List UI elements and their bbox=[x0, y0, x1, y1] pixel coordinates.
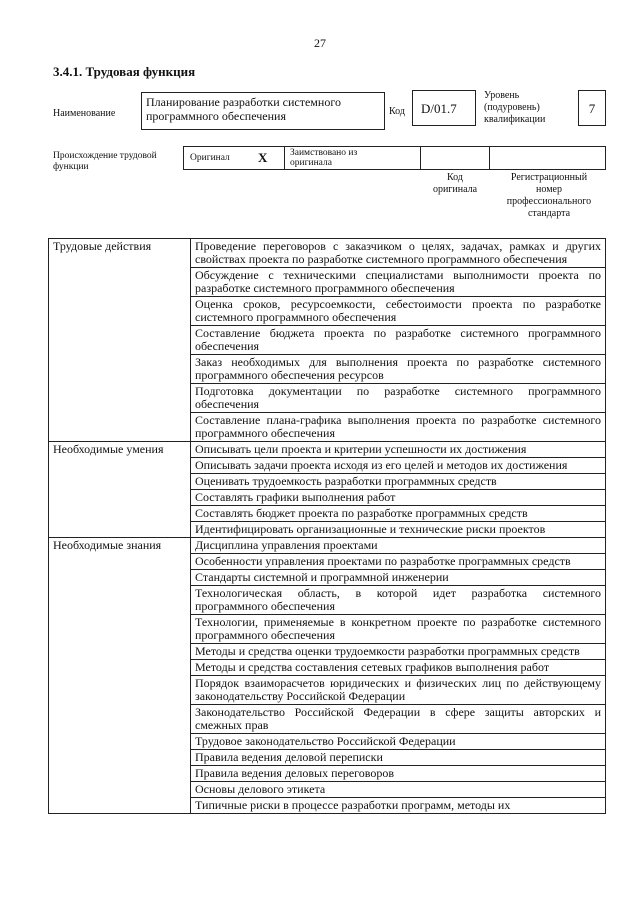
item-cell: Составлять бюджет проекта по разработке программных средств bbox=[191, 506, 606, 522]
name-label: Наименование bbox=[53, 108, 116, 119]
reg-caption-line-4: стандарта bbox=[527, 208, 571, 219]
origin-label bbox=[53, 151, 157, 173]
origin-label-line-2: функции bbox=[53, 162, 89, 172]
original-label: Оригинал bbox=[190, 153, 230, 163]
item-cell: Правила ведения деловых переговоров bbox=[191, 766, 606, 782]
origin-code-caption bbox=[420, 172, 490, 196]
item-cell: Основы делового этикета bbox=[191, 782, 606, 798]
item-cell: Описывать задачи проекта исходя из его целей и методов их достижения bbox=[191, 458, 606, 474]
borrowed-label bbox=[290, 148, 357, 168]
function-table bbox=[48, 238, 606, 814]
item-cell: Трудовое законодательство Российской Федерации bbox=[191, 734, 606, 750]
borrowed-label-line-1: Заимствовано из bbox=[290, 148, 358, 158]
level-value-box bbox=[578, 90, 606, 126]
borrowed-label-line-2: оригинала bbox=[290, 158, 332, 168]
reg-caption-line-2: номер bbox=[536, 184, 562, 195]
reg-caption-line-1: Регистрационный bbox=[510, 172, 588, 183]
level-label-line-3: квалификации bbox=[484, 114, 546, 125]
category-cell: Необходимые умения bbox=[49, 442, 191, 538]
item-cell: Особенности управления проектами по разработке программных средств bbox=[191, 554, 606, 570]
name-value: Планирование разработки системного программного обеспечения bbox=[146, 95, 341, 123]
item-cell: Оценка сроков, ресурсоемкости, себестоимости проекта по разработке системного программного обеспечения bbox=[191, 297, 606, 326]
item-cell: Типичные риски в процессе разработки программ, методы их bbox=[191, 798, 606, 814]
function-table-body bbox=[49, 239, 606, 814]
item-cell: Заказ необходимых для выполнения проекта по разработке системного программного обеспечения ресурсов bbox=[191, 355, 606, 384]
origin-row bbox=[183, 146, 606, 170]
item-cell: Правила ведения деловой переписки bbox=[191, 750, 606, 766]
reg-caption-line-3: профессионального bbox=[506, 196, 592, 207]
level-label bbox=[484, 90, 545, 126]
level-label-line-1: Уровень bbox=[484, 90, 520, 101]
item-cell: Методы и средства составления сетевых графиков выполнения работ bbox=[191, 660, 606, 676]
code-value-box bbox=[412, 90, 476, 126]
item-cell: Описывать цели проекта и критерии успешности их достижения bbox=[191, 442, 606, 458]
item-cell: Проведение переговоров с заказчиком о целях, задачах, рамках и других свойствах проекта по разработке системного программного обеспечения bbox=[191, 239, 606, 268]
item-cell: Составлять графики выполнения работ bbox=[191, 490, 606, 506]
table-row bbox=[49, 239, 606, 268]
page-number: 27 bbox=[314, 36, 326, 50]
item-cell: Подготовка документации по разработке системного программного обеспечения bbox=[191, 384, 606, 413]
origin-original-cell bbox=[183, 146, 285, 170]
original-mark: X bbox=[258, 150, 268, 165]
category-cell: Необходимые знания bbox=[49, 538, 191, 814]
name-value-box bbox=[141, 92, 385, 130]
origin-borrowed-cell bbox=[284, 146, 421, 170]
item-cell: Законодательство Российской Федерации в сфере защиты авторских и смежных прав bbox=[191, 705, 606, 734]
item-cell: Технологии, применяемые в конкретном проекте по разработке системного программного обеспечения bbox=[191, 615, 606, 644]
item-cell: Составление бюджета проекта по разработке системного программного обеспечения bbox=[191, 326, 606, 355]
item-cell: Дисциплина управления проектами bbox=[191, 538, 606, 554]
section-title: 3.4.1. Трудовая функция bbox=[53, 64, 196, 79]
item-cell: Порядок взаиморасчетов юридических и физических лиц по действующему законодательству Российской Федерации bbox=[191, 676, 606, 705]
origin-reg-cell bbox=[489, 146, 606, 170]
item-cell: Идентифицировать организационные и технические риски проектов bbox=[191, 522, 606, 538]
code-caption-line-1: Код bbox=[447, 172, 463, 183]
table-row bbox=[49, 442, 606, 458]
code-value: D/01.7 bbox=[421, 101, 457, 116]
item-cell: Обсуждение с техническими специалистами выполнимости проекта по разработке системного программного обеспечения bbox=[191, 268, 606, 297]
item-cell: Методы и средства оценки трудоемкости разработки программных средств bbox=[191, 644, 606, 660]
item-cell: Стандарты системной и программной инженерии bbox=[191, 570, 606, 586]
item-cell: Оценивать трудоемкость разработки программных средств bbox=[191, 474, 606, 490]
origin-label-line-1: Происхождение трудовой bbox=[53, 151, 157, 161]
level-label-line-2: (подуровень) bbox=[484, 102, 540, 113]
item-cell: Технологическая область, в которой идет разработка системного программного обеспечения bbox=[191, 586, 606, 615]
category-cell: Трудовые действия bbox=[49, 239, 191, 442]
level-value: 7 bbox=[588, 101, 596, 116]
code-label: Код bbox=[389, 106, 405, 117]
code-caption-line-2: оригинала bbox=[432, 184, 478, 195]
origin-reg-caption bbox=[490, 172, 608, 220]
table-row bbox=[49, 538, 606, 554]
item-cell: Составление плана-графика выполнения проекта по разработке системного программного обеспечения bbox=[191, 413, 606, 442]
origin-code-cell bbox=[420, 146, 490, 170]
